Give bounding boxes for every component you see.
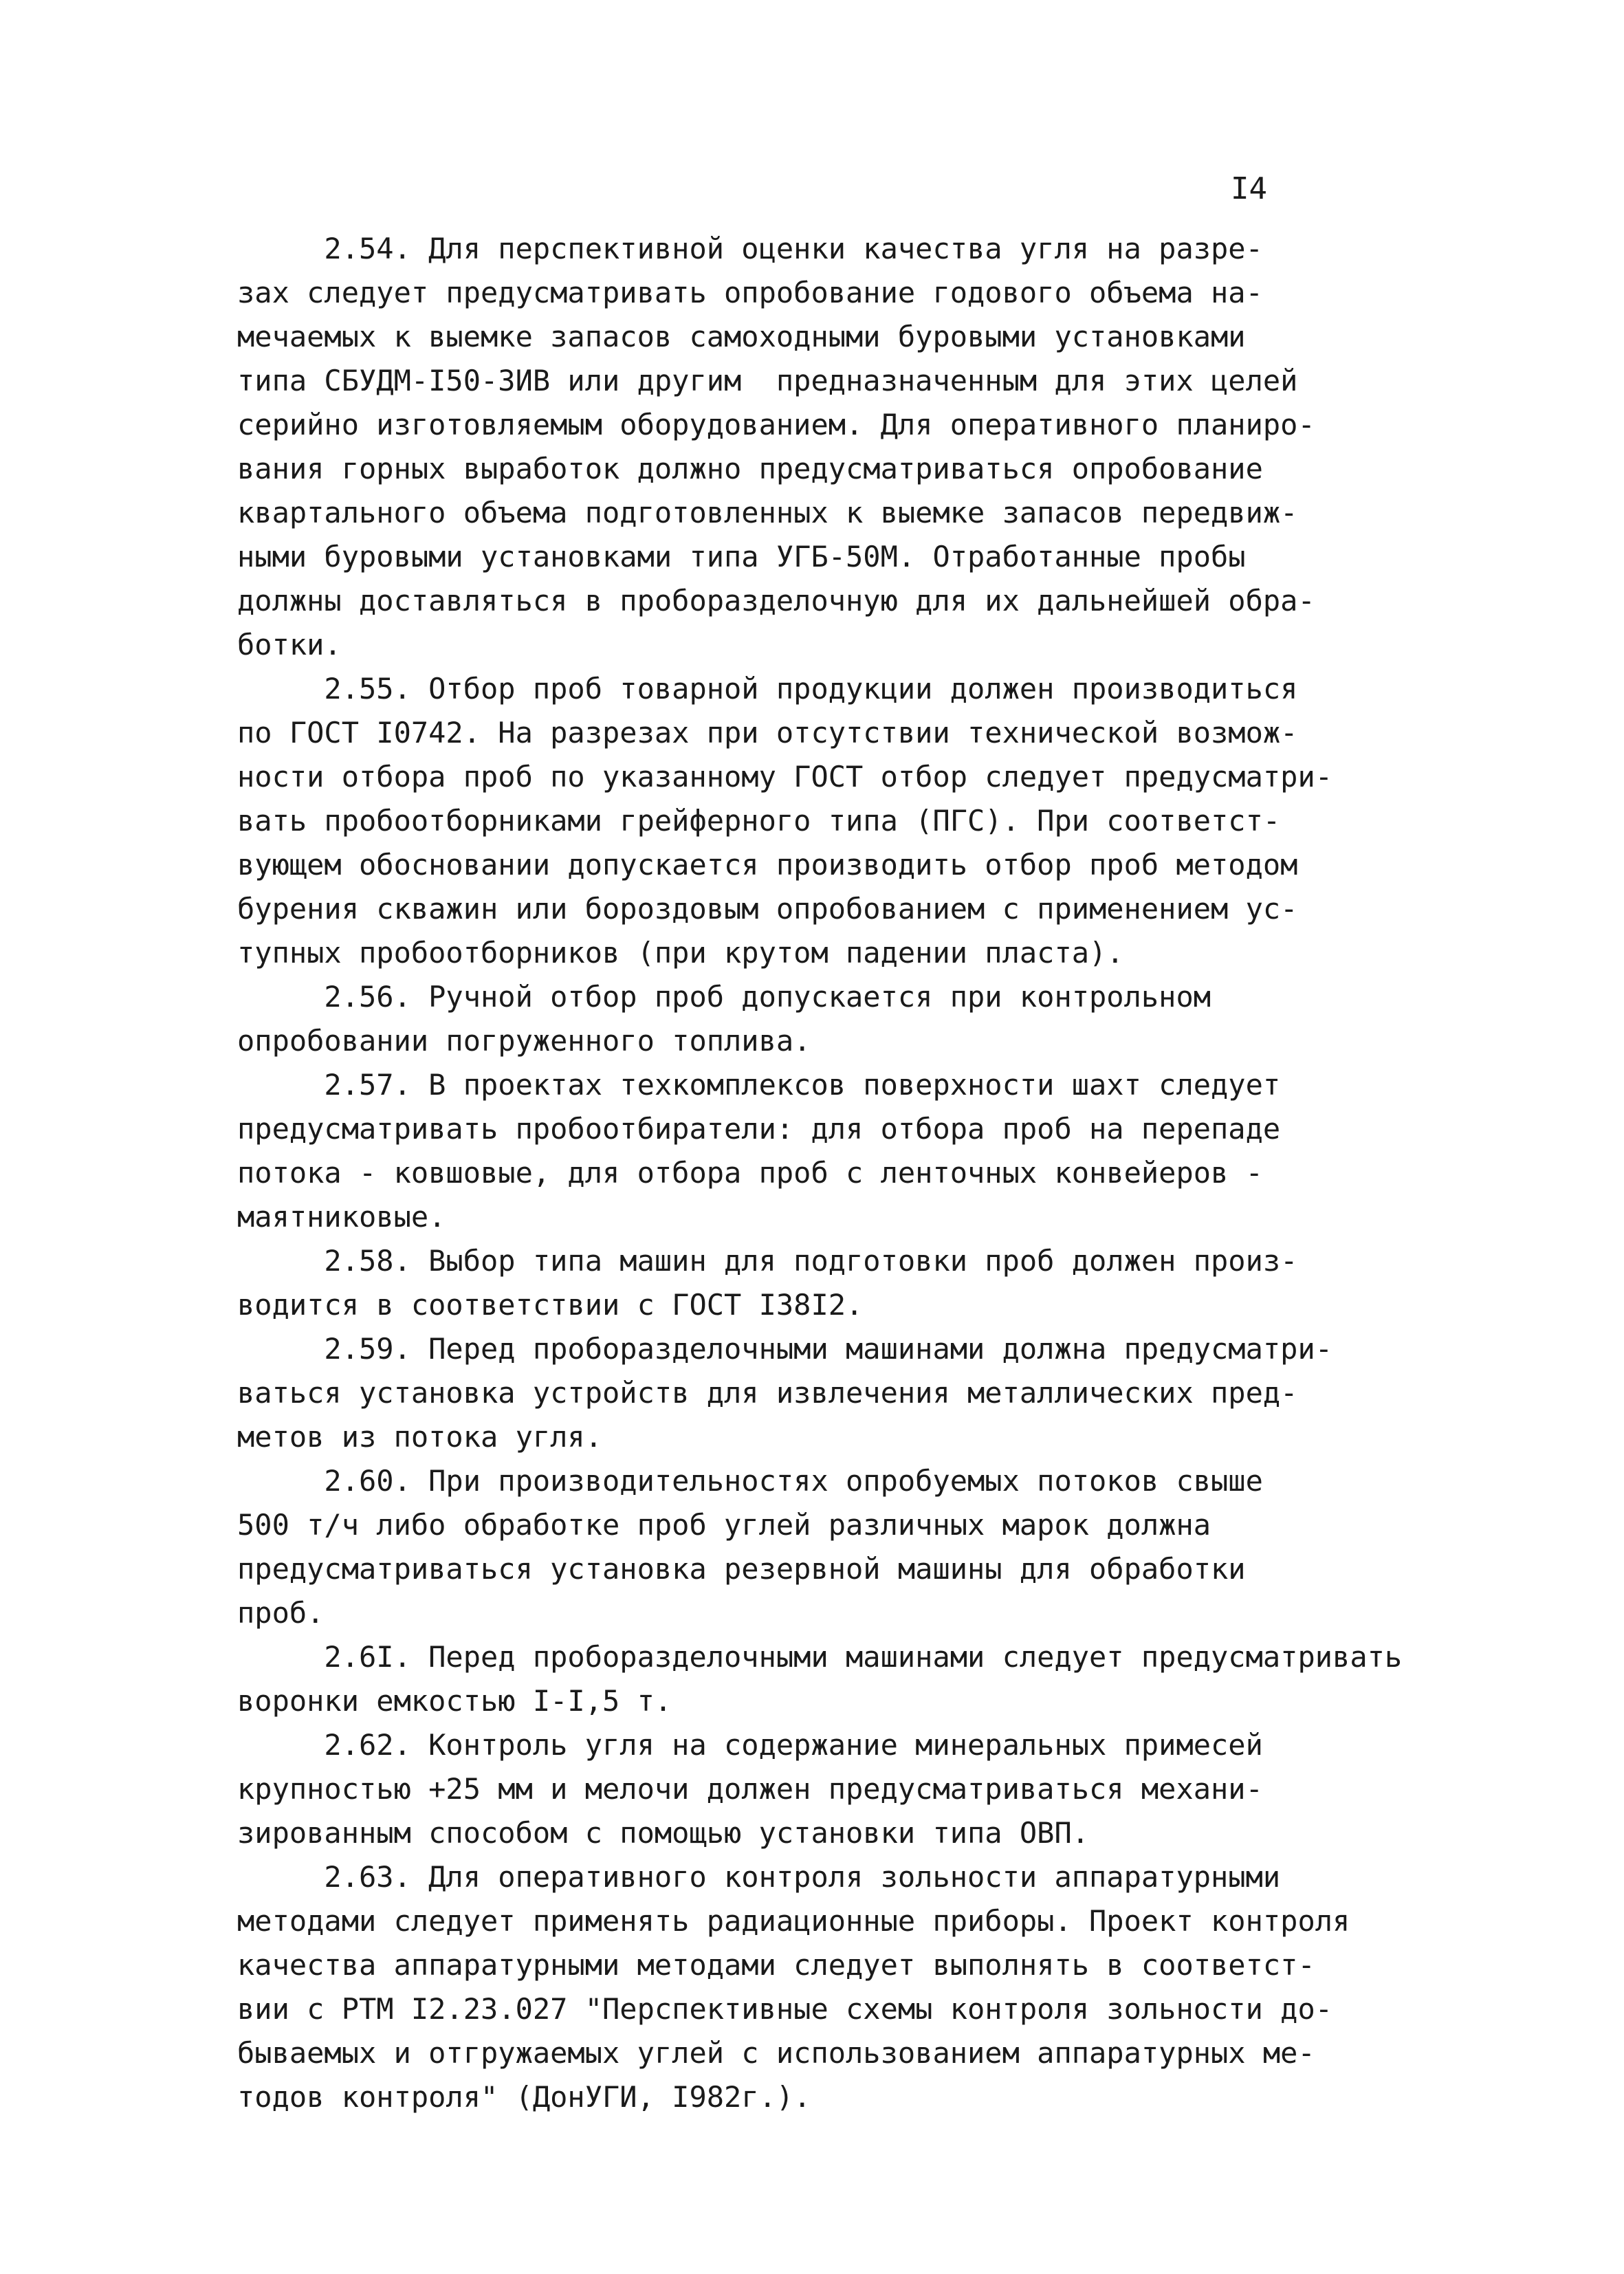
text-line: маятниковые. <box>237 1200 446 1234</box>
text-line: 2.57. В проектах техкомплексов поверхности шахт следует <box>237 1068 1281 1102</box>
text-line: методами следует применять радиационные приборы. Проект контроля <box>237 1904 1350 1938</box>
paragraph-p2-57 <box>237 1063 1434 1239</box>
text-line: воронки емкостью I-I,5 т. <box>237 1684 672 1718</box>
text-line: вания горных выработок должно предусматриваться опробование <box>237 452 1263 485</box>
text-line: 2.6I. Перед проборазделочными машинами следует предусматривать <box>237 1640 1403 1674</box>
text-line: по ГОСТ I0742. На разрезах при отсутствии технической возмож- <box>237 716 1298 750</box>
text-line: тодов контроля" (ДонУГИ, I982г.). <box>237 2080 811 2114</box>
document-body <box>237 227 1434 2119</box>
text-line: крупностью +25 мм и мелочи должен предусматриваться механи- <box>237 1772 1263 1806</box>
text-line: 2.54. Для перспективной оценки качества угля на разре- <box>237 232 1263 265</box>
text-line: качества аппаратурными методами следует выполнять в соответст- <box>237 1948 1315 1982</box>
text-line: ности отбора проб по указанному ГОСТ отбор следует предусматри- <box>237 760 1333 794</box>
page-number: I4 <box>1231 171 1267 206</box>
text-line: серийно изготовляемым оборудованием. Для оперативного планиро- <box>237 408 1315 441</box>
text-line: зах следует предусматривать опробование годового объема на- <box>237 276 1263 309</box>
text-line: вии с РТМ I2.23.027 "Перспективные схемы контроля зольности до- <box>237 1992 1333 2026</box>
paragraph-p2-55 <box>237 667 1434 975</box>
text-line: квартального объема подготовленных к выемке запасов передвиж- <box>237 496 1298 529</box>
paragraph-p2-62 <box>237 1723 1434 1855</box>
text-line: вующем обосновании допускается производить отбор проб методом <box>237 848 1298 882</box>
text-line: мечаемых к выемке запасов самоходными буровыми установками <box>237 320 1246 353</box>
text-line: предусматриваться установка резервной машины для обработки <box>237 1552 1246 1586</box>
text-line: 2.58. Выбор типа машин для подготовки проб должен произ- <box>237 1244 1298 1278</box>
text-line: ваться установка устройств для извлечения металлических пред- <box>237 1376 1298 1410</box>
paragraph-p2-54 <box>237 227 1434 667</box>
paragraph-p2-59 <box>237 1327 1434 1459</box>
text-line: должны доставляться в проборазделочную для их дальнейшей обра- <box>237 584 1315 617</box>
text-line: типа СБУДМ-I50-ЗИВ или другим предназначенным для этих целей <box>237 364 1298 397</box>
text-line: вать пробоотборниками грейферного типа (ПГС). При соответст- <box>237 804 1281 838</box>
text-line: предусматривать пробоотбиратели: для отбора проб на перепаде <box>237 1112 1281 1146</box>
text-line: ботки. <box>237 628 342 662</box>
paragraph-p2-63 <box>237 1855 1434 2119</box>
text-line: тупных пробоотборников (при крутом падении пласта). <box>237 936 1124 970</box>
text-line: ными буровыми установками типа УГБ-50М. Отработанные пробы <box>237 540 1246 573</box>
text-line: потока - ковшовые, для отбора проб с ленточных конвейеров - <box>237 1156 1263 1190</box>
text-line: проб. <box>237 1596 325 1630</box>
text-line: 2.60. При производительностях опробуемых потоков свыше <box>237 1464 1263 1498</box>
paragraph-p2-58 <box>237 1239 1434 1327</box>
text-line: 2.55. Отбор проб товарной продукции должен производиться <box>237 672 1298 706</box>
text-line: 500 т/ч либо обработке проб углей различных марок должна <box>237 1508 1211 1542</box>
text-line: водится в соответствии с ГОСТ I38I2. <box>237 1288 864 1322</box>
paragraph-p2-60 <box>237 1459 1434 1635</box>
text-line: 2.63. Для оперативного контроля зольности аппаратурными <box>237 1860 1281 1894</box>
text-line: бываемых и отгружаемых углей с использованием аппаратурных ме- <box>237 2036 1315 2070</box>
paragraph-p2-61 <box>237 1635 1434 1723</box>
paragraph-p2-56 <box>237 975 1434 1063</box>
text-line: метов из потока угля. <box>237 1420 603 1454</box>
text-line: зированным способом с помощью установки типа ОВП. <box>237 1816 1090 1850</box>
text-line: 2.62. Контроль угля на содержание минеральных примесей <box>237 1728 1263 1762</box>
text-line: 2.59. Перед проборазделочными машинами должна предусматри- <box>237 1332 1333 1366</box>
text-line: 2.56. Ручной отбор проб допускается при контрольном <box>237 980 1211 1014</box>
text-line: бурения скважин или бороздовым опробованием с применением ус- <box>237 892 1298 926</box>
text-line: опробовании погруженного топлива. <box>237 1024 811 1058</box>
